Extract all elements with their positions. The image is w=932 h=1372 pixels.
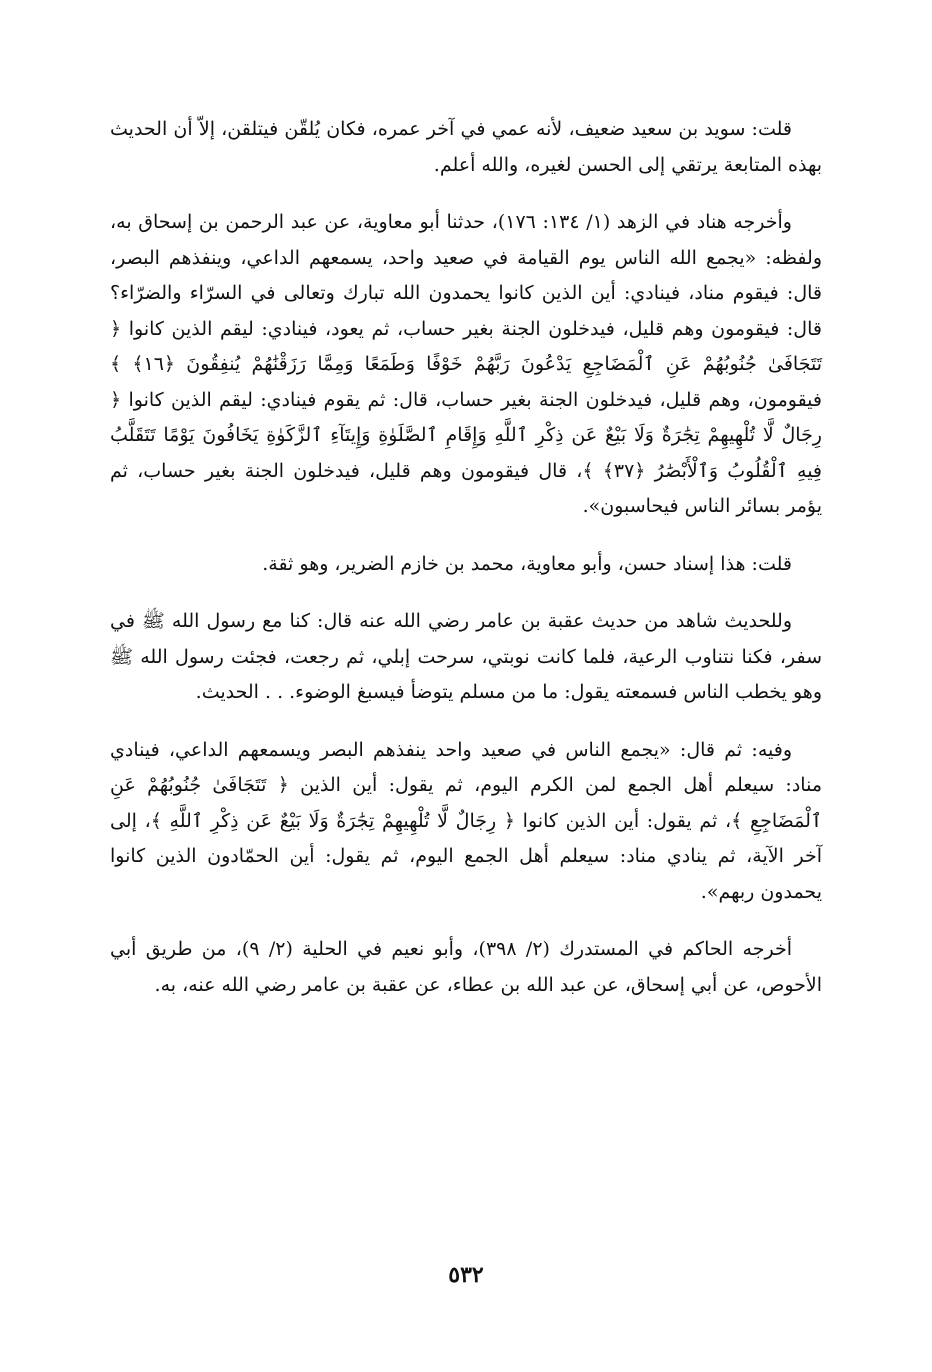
paragraph-suwayd-note: قلت: سويد بن سعيد ضعيف، لأنه عمي في آخر عمره، فكان يُلقّن فيتلقن، إلاّ أن الحديث بهذه المتابعة يرتقي إلى الحسن لغيره، والله أعلم. <box>110 118 822 176</box>
paragraph-isnad-hasan: قلت: هذا إسناد حسن، وأبو معاوية، محمد بن خازم الضرير، وهو ثقة. <box>262 552 792 575</box>
paragraph-wafihi: وفيه: ثم قال: «يجمع الناس في صعيد واحد ينفذهم البصر ويسمعهم الداعي، فينادي مناد: سيعلم أهل الجمع لمن الكرم اليوم، ثم يقول: أين الذين ﴿ تَتَجَافَىٰ جُنُوبُهُمْ عَنِ ٱلْمَضَاجِعِ ﴾، ثم يقول: أين الذين كانوا ﴿ رِجَالٌ لَّا تُلْهِيهِمْ تِجَٰرَةٌ وَلَا بَيْعٌ عَن ذِكْرِ ٱللَّهِ ﴾، إلى آخر الآية، ثم ينادي مناد: سيعلم أهل الجمع اليوم، ثم يقول: أين الحمّادون الذين كانوا يحمدون ربهم». <box>110 738 822 903</box>
page-number: ٥٣٢ <box>448 1262 484 1288</box>
paragraph-hannad-zuhd: وأخرجه هناد في الزهد (١/ ١٣٤: ١٧٦)، حدثنا أبو معاوية، عن عبد الرحمن بن إسحاق به، ولفظه: «يجمع الله الناس يوم القيامة في صعيد واحد، يسمعهم الداعي، وينفذهم البصر، قال: فيقوم مناد، فينادي: أين الذين كانوا يحمدون الله تبارك وتعالى في السرّاء والضرّاء؟ قال: فيقومون وهم قليل، فيدخلون الجنة بغير حساب، ثم يعود، فينادي: ليقم الذين كانوا ﴿ تَتَجَافَىٰ جُنُوبُهُمْ عَنِ ٱلْمَضَاجِعِ يَدْعُونَ رَبَّهُمْ خَوْفًا وَطَمَعًا وَمِمَّا رَزَقْنَٰهُمْ يُنفِقُونَ ﴿١٦﴾ ﴾ فيقومون، وهم قليل، فيدخلون الجنة بغير حساب، قال: ثم يقوم فينادي: ليقم الذين كانوا ﴿ رِجَالٌ لَّا تُلْهِيهِمْ تِجَٰرَةٌ وَلَا بَيْعٌ عَن ذِكْرِ ٱللَّهِ وَإِقَامِ ٱلصَّلَوٰةِ وَإِيتَآءِ ٱلزَّكَوٰةِ يَخَافُونَ يَوْمًا تَتَقَلَّبُ فِيهِ ٱلْقُلُوبُ وَٱلْأَبْصَٰرُ ﴿٣٧﴾ ﴾، قال فيقومون وهم قليل، فيدخلون الجنة بغير حساب، ثم يؤمر بسائر الناس فيحاسبون». <box>110 211 823 517</box>
page-body <box>110 112 822 1025</box>
paragraph-hakim-takhrij: أخرجه الحاكم في المستدرك (٢/ ٣٩٨)، وأبو نعيم في الحلية (٢/ ٩)، من طريق أبي الأحوص، عن أبي إسحاق، عن عبد الله بن عطاء، عن عقبة بن عامر رضي الله عنه، به. <box>110 938 822 996</box>
paragraph-uqba-witness: وللحديث شاهد من حديث عقبة بن عامر رضي الله عنه قال: كنا مع رسول الله ﷺ في سفر، فكنا نتناوب الرعية، فلما كانت نوبتي، سرحت إبلي، ثم رجعت، فجئت رسول الله ﷺ وهو يخطب الناس فسمعته يقول: ما من مسلم يتوضأ فيسبغ الوضوء. . . الحديث. <box>110 610 822 703</box>
